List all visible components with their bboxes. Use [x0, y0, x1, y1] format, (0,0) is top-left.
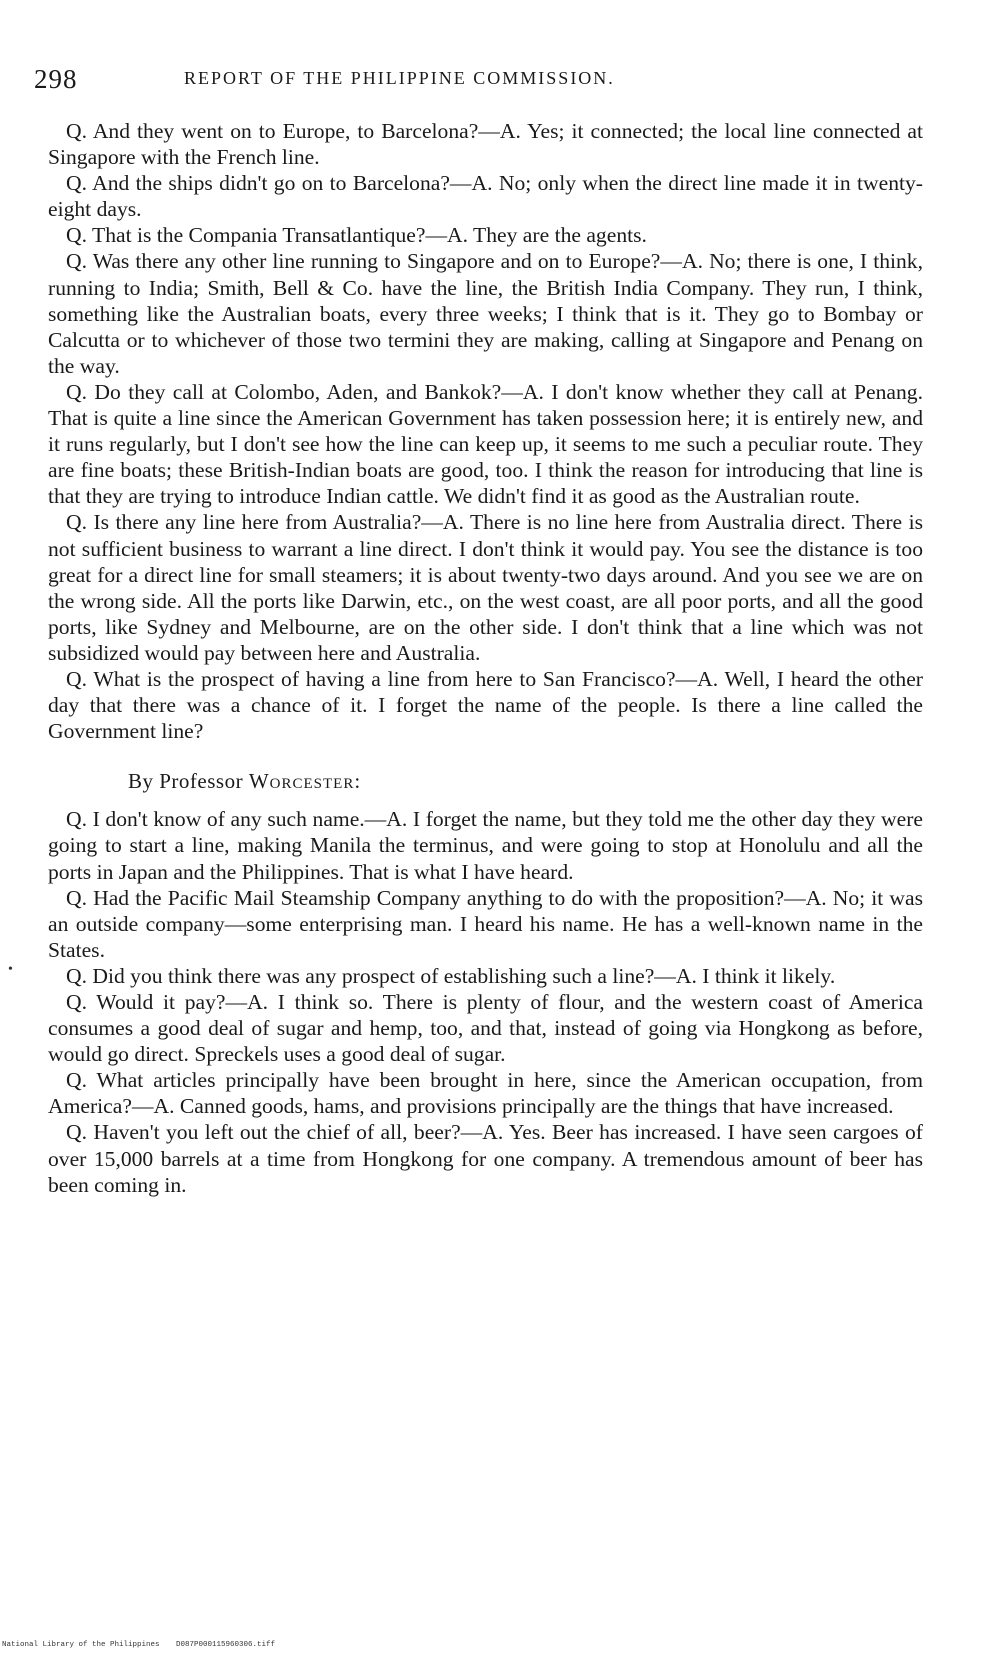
- paragraph: Q. Do they call at Colombo, Aden, and Bankok?—A. I don't know whether they call at Penang. That is quite a line since the American Government has taken possession here; it is entirely new, and it runs regularly, but I don't see how the line can keep up, it seems to me such a peculiar route. They are fine boats; these British-Indian boats are good, too. I think the reason for introducing that line is that they are trying to introduce Indian cattle. We didn't find it as good as the Australian route.: [48, 379, 923, 509]
- paragraph: Q. That is the Compania Transatlantique?—A. They are the agents.: [66, 223, 647, 248]
- paragraph: Q. And the ships didn't go on to Barcelona?—A. No; only when the direct line made it in twenty-eight days.: [48, 171, 923, 222]
- section-heading-suffix: :: [354, 769, 361, 794]
- section-heading: [128, 768, 923, 794]
- footer-library: National Library of the Philippines: [2, 1641, 160, 1649]
- paragraph: Q. I don't know of any such name.—A. I forget the name, but they told me the other day they were going to start a line, making Manila the terminus, and were going to stop at Honolulu and all the ports in Japan and the Philippines. That is what I have heard.: [48, 807, 923, 884]
- scan-footer: [2, 1641, 275, 1649]
- paragraph: Q. And they went on to Europe, to Barcelona?—A. Yes; it connected; the local line connected at Singapore with the French line.: [48, 119, 923, 170]
- paragraph: Q. Would it pay?—A. I think so. There is plenty of flour, and the western coast of America consumes a good deal of sugar and hemp, too, and that, instead of going via Hongkong as before, would go direct. Spreckels uses a good deal of sugar.: [48, 990, 923, 1067]
- paragraph: Q. Was there any other line running to Singapore and on to Europe?—A. No; there is one, I think, running to India; Smith, Bell & Co. have the line, the British India Company. They run, I think, something like the Australian boats, every three weeks; I think that is it. They go to Bombay or Calcutta or to whichever of those two termini they are making, calling at Singapore and Penang on the way.: [48, 249, 923, 378]
- paragraph: Q. Did you think there was any prospect of establishing such a line?—A. I think it likely.: [66, 963, 836, 988]
- paragraph: Q. Had the Pacific Mail Steamship Company anything to do with the proposition?—A. No; it was an outside company—some enterprising man. I heard his name. He has a well-known name in the States.: [48, 885, 923, 962]
- page-number: 298: [34, 64, 78, 94]
- margin-mark: •: [8, 962, 13, 977]
- paragraph: Q. Haven't you left out the chief of all, beer?—A. Yes. Beer has increased. I have seen cargoes of over 15,000 barrels at a time from Hongkong for one company. A tremendous amount of beer has been coming in.: [48, 1120, 923, 1197]
- paragraph: Q. What is the prospect of having a line from here to San Francisco?—A. Well, I heard the other day that there was a chance of it. I forget the name of the people. Is there a line called the Government line?: [48, 666, 923, 744]
- running-title: REPORT OF THE PHILIPPINE COMMISSION.: [184, 68, 615, 88]
- page-header: [34, 64, 925, 94]
- section-heading-prefix: By Professor: [128, 769, 249, 794]
- body-text: [48, 118, 923, 1198]
- footer-file-id: D087P000115960306.tiff: [176, 1641, 276, 1649]
- paragraph: Q. Is there any line here from Australia?—A. There is no line here from Australia direct. There is not sufficient business to warrant a line direct. I don't think it would pay. You see the distance is too great for a direct line for small steamers; it is about twenty-two days around. And you see we are on the wrong side. All the ports like Darwin, etc., on the west coast, are all poor ports, and all the good ports, like Sydney and Melbourne, are on the other side. I don't think that a line which was not subsidized would pay between here and Australia.: [48, 510, 923, 665]
- paragraph: Q. What articles principally have been brought in here, since the American occupation, from America?—A. Canned goods, hams, and provisions principally are the things that have increased.: [48, 1068, 923, 1119]
- section-heading-name: Worcester: [248, 769, 355, 794]
